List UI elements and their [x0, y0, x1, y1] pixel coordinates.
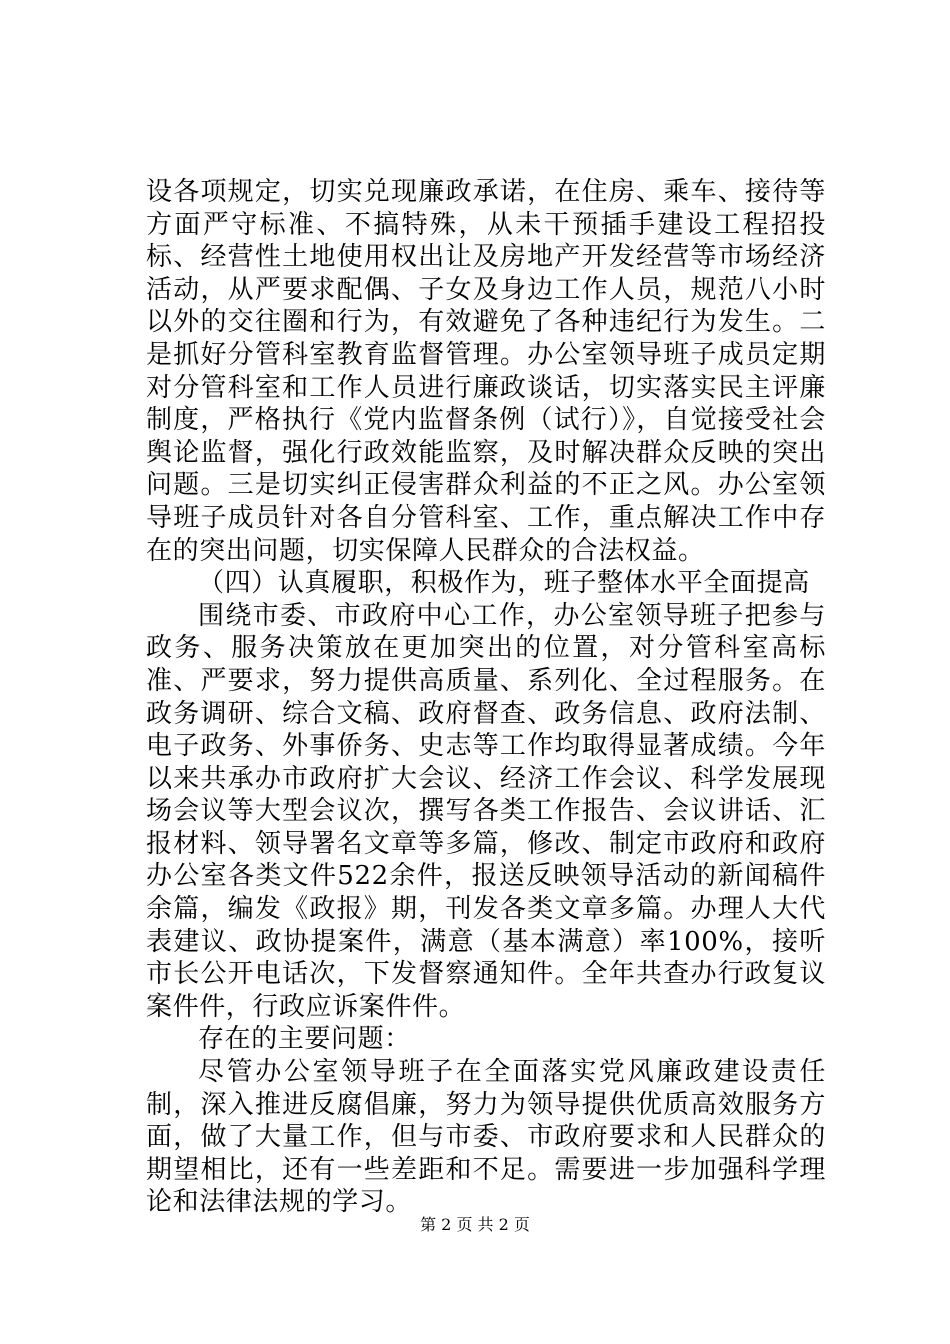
document-body — [146, 176, 826, 1219]
paragraph-5: 尽管办公室领导班子在全面落实党风廉政建设责任制，深入推进反腐倡廉，努力为领导提供优质高效服务方面，做了大量工作，但与市委、市政府要求和人民群众的期望相比，还有一些差距和不足。需要进一步加强科学理论和法律法规的学习。 — [146, 1057, 826, 1218]
paragraph-3: 围绕市委、市政府中心工作，办公室领导班子把参与政务、服务决策放在更加突出的位置，对分管科室高标准、严要求，努力提供高质量、系列化、全过程服务。在政务调研、综合文稿、政府督查、政务信息、政府法制、电子政务、外事侨务、史志等工作均取得显著成绩。今年以来共承办市政府扩大会议、经济工作会议、科学发展现场会议等大型会议次，撰写各类工作报告、会议讲话、汇报材料、领导署名文章等多篇，修改、制定市政府和政府办公室各类文件522余件，报送反映领导活动的新闻稿件余篇，编发《政报》期，刊发各类文章多篇。办理人大代表建议、政协提案件，满意（基本满意）率100%，接听市长公开电话次，下发督察通知件。全年共查办行政复议案件件，行政应诉案件件。 — [146, 600, 826, 1022]
paragraph-1: 设各项规定，切实兑现廉政承诺，在住房、乘车、接待等方面严守标准、不搞特殊，从未干预插手建设工程招投标、经营性土地使用权出让及房地产开发经营等市场经济活动，从严要求配偶、子女及身边工作人员，规范八小时以外的交往圈和行为，有效避免了各种违纪行为发生。二是抓好分管科室教育监督管理。办公室领导班子成员定期对分管科室和工作人员进行廉政谈话，切实落实民主评廉制度，严格执行《党内监督条例（试行）》，自觉接受社会舆论监督，强化行政效能监察，及时解决群众反映的突出问题。三是切实纠正侵害群众利益的不正之风。办公室领导班子成员针对各自分管科室、工作，重点解决工作中存在的突出问题，切实保障人民群众的合法权益。 — [146, 177, 826, 566]
section-heading-4: （四）认真履职，积极作为，班子整体水平全面提高 — [198, 568, 810, 599]
page-number-footer: 第 2 页 共 2 页 — [420, 1215, 530, 1234]
problems-heading: 存在的主要问题： — [198, 1024, 411, 1055]
